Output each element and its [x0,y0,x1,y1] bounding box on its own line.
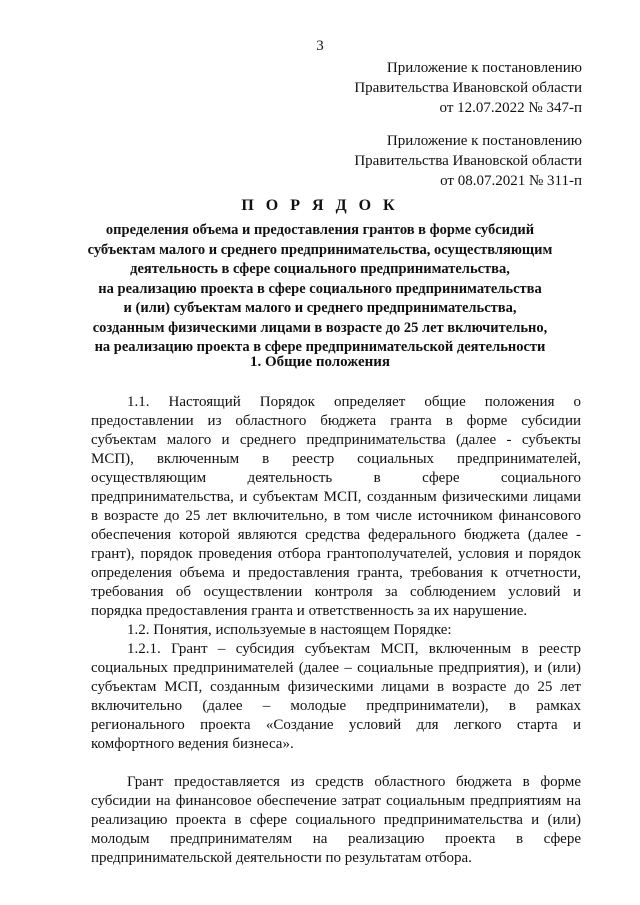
body-line: регионального проекта «Создание условий для легкого старта и [91,717,581,733]
body-line: грант), порядок проведения отбора грантополучателей, условия и порядок [91,546,581,562]
body-line: реализацию проекта в сфере социального предпринимательства и (или) [91,812,581,828]
subtitle-line: на реализацию проекта в сфере предпринимательской деятельности [94,339,546,355]
body-line: 1.1. Настоящий Порядок определяет общие положения о [127,394,581,410]
body-line: комфортного ведения бизнеса». [91,736,294,752]
section-heading: 1. Общие положения [249,354,391,370]
body-line: Грант предоставляется из средств областного бюджета в форме [127,774,581,790]
subtitle-line: и (или) субъектам малого и среднего предпринимательства, [123,300,517,316]
body-line: в возрасте до 25 лет включительно, в том числе источником финансового [91,508,581,524]
body-line: социальных предпринимателей (далее – социальные предприятия), и (или) [91,660,581,676]
body-line: 1.2. Понятия, используемые в настоящем Порядке: [127,622,452,638]
appendix-reference-2022 [354,58,582,118]
subtitle-line: созданным физическими лицами в возрасте до 25 лет включительно, [92,319,548,336]
appendix-line: от 12.07.2022 № 347-п [439,100,582,116]
body-line: требования об осуществлении контроля за соблюдением условий и [91,584,581,600]
page-number: 3 [316,38,324,54]
subtitle-line: определения объема и предоставления грантов в форме субсидий [105,222,535,238]
body-line: субсидии на финансовое обеспечение затрат социальным предприятиям на [91,793,581,809]
body-line: молодым предпринимателям на реализацию проекта в сфере [91,831,581,847]
appendix-line: Правительства Ивановской области [354,153,582,169]
body-line: включительно (далее – молодые предприниматели), в рамках [91,698,581,714]
body-line: 1.2.1. Грант – субсидия субъектам МСП, включенным в реестр [127,641,581,657]
appendix-line: Приложение к постановлению [386,133,582,149]
body-line: субъектам малого и среднего предпринимательства (далее - субъекты [91,432,581,448]
appendix-reference-2021 [354,131,582,191]
body-line: порядка предоставления гранта и ответственность за их нарушение. [91,603,528,619]
document-subtitle [60,221,580,358]
appendix-line: Приложение к постановлению [386,60,582,76]
subtitle-line: субъектам малого и среднего предпринимательства, осуществляющим [87,241,553,258]
body-line: субъектам МСП, созданным физическими лицами в возрасте до 25 лет [91,679,581,695]
body-line: осуществляющим деятельность в сфере социального [91,470,581,486]
body-line: предпринимательства, и субъектам МСП, созданным физическими лицами [91,489,581,505]
body-line: предоставлении из областного бюджета гранта в форме субсидии [91,413,581,429]
body-text [91,393,581,868]
paragraph-gap [91,754,581,773]
body-line: обеспечения которой являются средства федерального бюджета (далее - [91,527,581,543]
subtitle-line: деятельность в сфере социального предпринимательства, [130,261,510,277]
document-title: П О Р Я Д О К [241,197,399,214]
subtitle-line: на реализацию проекта в сфере социального предпринимательства [98,280,542,297]
appendix-line: от 08.07.2021 № 311-п [440,173,582,189]
body-line: предпринимательской деятельности по результатам отбора. [91,850,472,866]
body-line: МСП), включенным в реестр социальных предпринимателей, [91,451,581,467]
body-line: определения объема и предоставления гранта, требования к отчетности, [91,565,581,581]
appendix-line: Правительства Ивановской области [354,80,582,96]
